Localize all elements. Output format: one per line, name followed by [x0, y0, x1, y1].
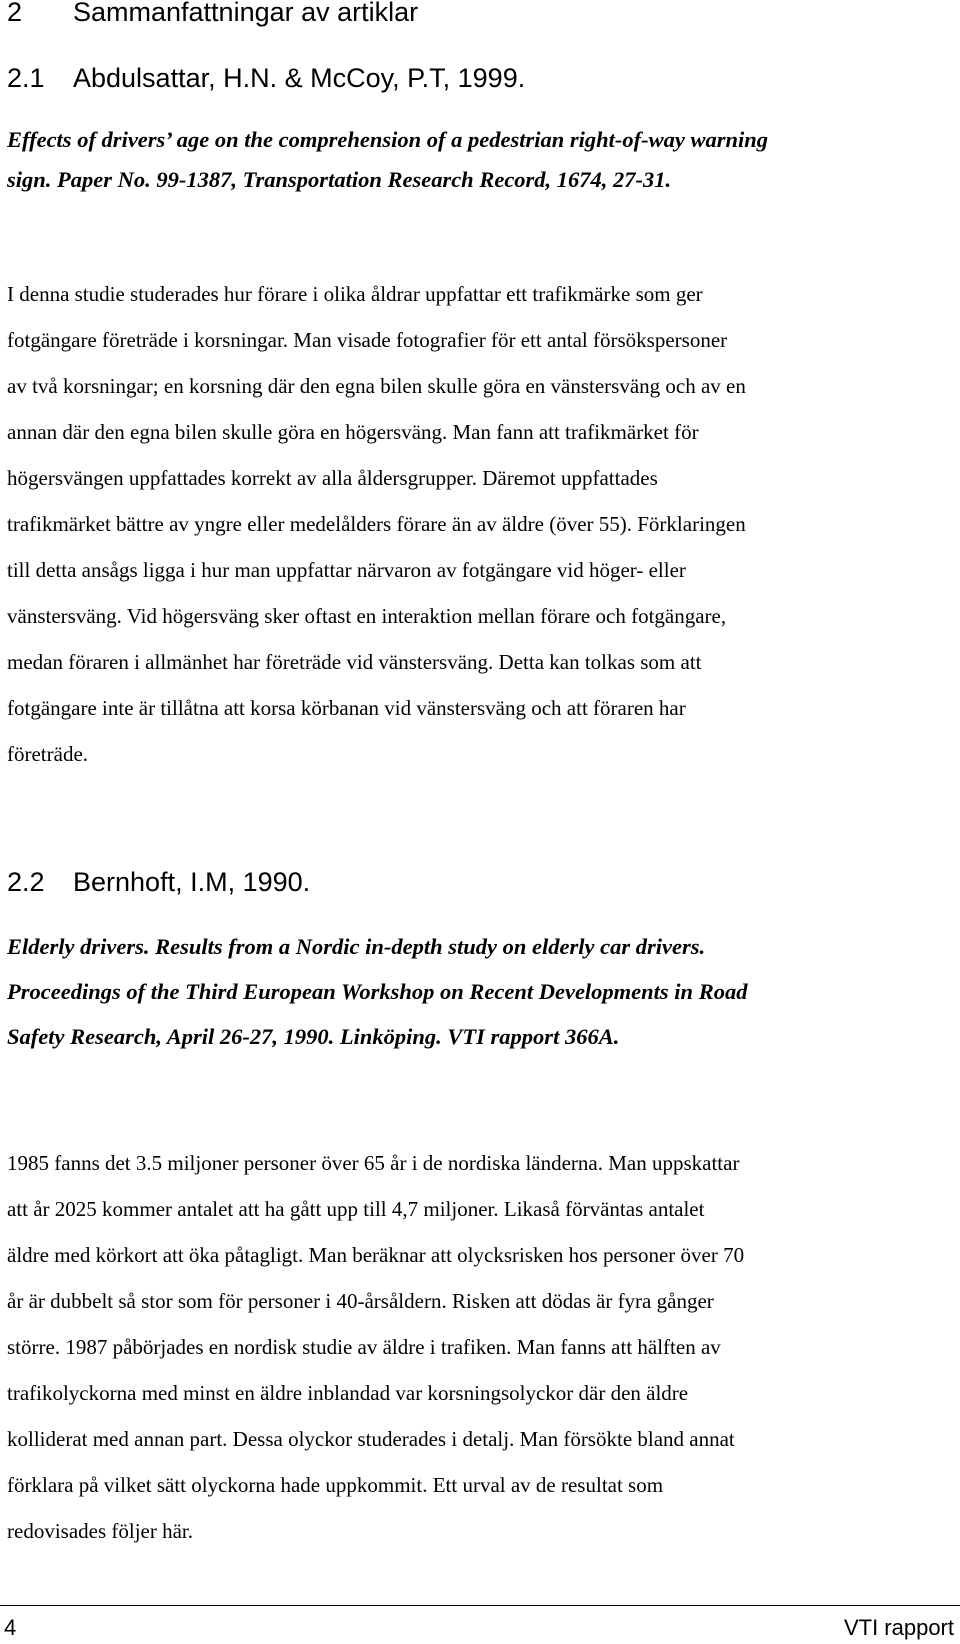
summary-line: att år 2025 kommer antalet att ha gått upp till 4,7 miljoner. Likaså förväntas antalet	[7, 1197, 705, 1221]
section-title: Sammanfattningar av artiklar	[73, 0, 419, 27]
summary-line: trafikolyckorna med minst en äldre inblandad var korsningsolyckor där den äldre	[7, 1381, 689, 1405]
summary-line: år är dubbelt så stor som för personer i 40-årsåldern. Risken att dödas är fyra gånger	[7, 1289, 714, 1313]
article-number: 2.1	[7, 63, 45, 93]
citation-line: Elderly drivers. Results from a Nordic in-depth study on elderly car drivers.	[7, 934, 706, 959]
summary-line: trafikmärket bättre av yngre eller medelålders förare än av äldre (över 55). Förklaringen	[7, 512, 746, 536]
summary-line: förklara på vilket sätt olyckorna hade uppkommit. Ett urval av de resultat som	[7, 1473, 664, 1497]
summary-line: fotgängare inte är tillåtna att korsa körbanan vid vänstersväng och att föraren har	[7, 696, 686, 720]
summary-line: 1985 fanns det 3.5 miljoner personer över 65 år i de nordiska länderna. Man uppskattar	[7, 1151, 740, 1175]
summary-line: företräde.	[7, 742, 89, 766]
section-number: 2	[7, 0, 23, 27]
summary-line: kolliderat med annan part. Dessa olyckor studerades i detalj. Man försökte bland annat	[7, 1427, 735, 1451]
article-heading-2-2	[7, 866, 907, 898]
citation-line: Proceedings of the Third European Workshop on Recent Developments in Road	[7, 979, 748, 1004]
summary-line: äldre med körkort att öka påtagligt. Man beräknar att olycksrisken hos personer över 70	[7, 1243, 745, 1267]
article-summary-2-1	[7, 271, 746, 777]
footer-divider	[0, 1605, 960, 1606]
summary-line: I denna studie studerades hur förare i olika åldrar uppfattar ett trafikmärke som ger	[7, 282, 703, 306]
article-summary-2-2	[7, 1140, 744, 1554]
article-heading-2-1	[7, 62, 907, 94]
summary-line: av två korsningar; en korsning där den egna bilen skulle göra en vänstersväng och av en	[7, 374, 746, 398]
summary-line: högersvängen uppfattades korrekt av alla åldersgrupper. Däremot uppfattades	[7, 466, 658, 490]
summary-line: större. 1987 påbörjades en nordisk studie av äldre i trafiken. Man fanns att hälften av	[7, 1335, 721, 1359]
summary-line: vänstersväng. Vid högersväng sker oftast en interaktion mellan förare och fotgängare,	[7, 604, 727, 628]
citation-line: Safety Research, April 26-27, 1990. Linköping. VTI rapport 366A.	[7, 1024, 620, 1049]
article-author-line: Abdulsattar, H.N. & McCoy, P.T, 1999.	[73, 63, 526, 93]
page-number: 4	[4, 1615, 17, 1640]
summary-line: redovisades följer här.	[7, 1519, 194, 1543]
summary-line: till detta ansågs ligga i hur man uppfattar närvaron av fotgängare vid höger- eller	[7, 558, 686, 582]
section-heading	[7, 0, 907, 28]
report-label: VTI rapport	[843, 1615, 954, 1640]
article-author-line: Bernhoft, I.M, 1990.	[73, 867, 311, 897]
article-number: 2.2	[7, 867, 45, 897]
summary-line: annan där den egna bilen skulle göra en högersväng. Man fann att trafikmärket för	[7, 420, 699, 444]
article-citation-2-1	[7, 120, 768, 200]
summary-line: fotgängare företräde i korsningar. Man visade fotografier för ett antal försökspersoner	[7, 328, 728, 352]
article-citation-2-2	[7, 924, 747, 1059]
citation-line: Effects of drivers’ age on the comprehension of a pedestrian right-of-way warning	[7, 127, 769, 152]
summary-line: medan föraren i allmänhet har företräde vid vänstersväng. Detta kan tolkas som att	[7, 650, 702, 674]
citation-line: sign. Paper No. 99-1387, Transportation Research Record, 1674, 27-31.	[7, 167, 672, 192]
